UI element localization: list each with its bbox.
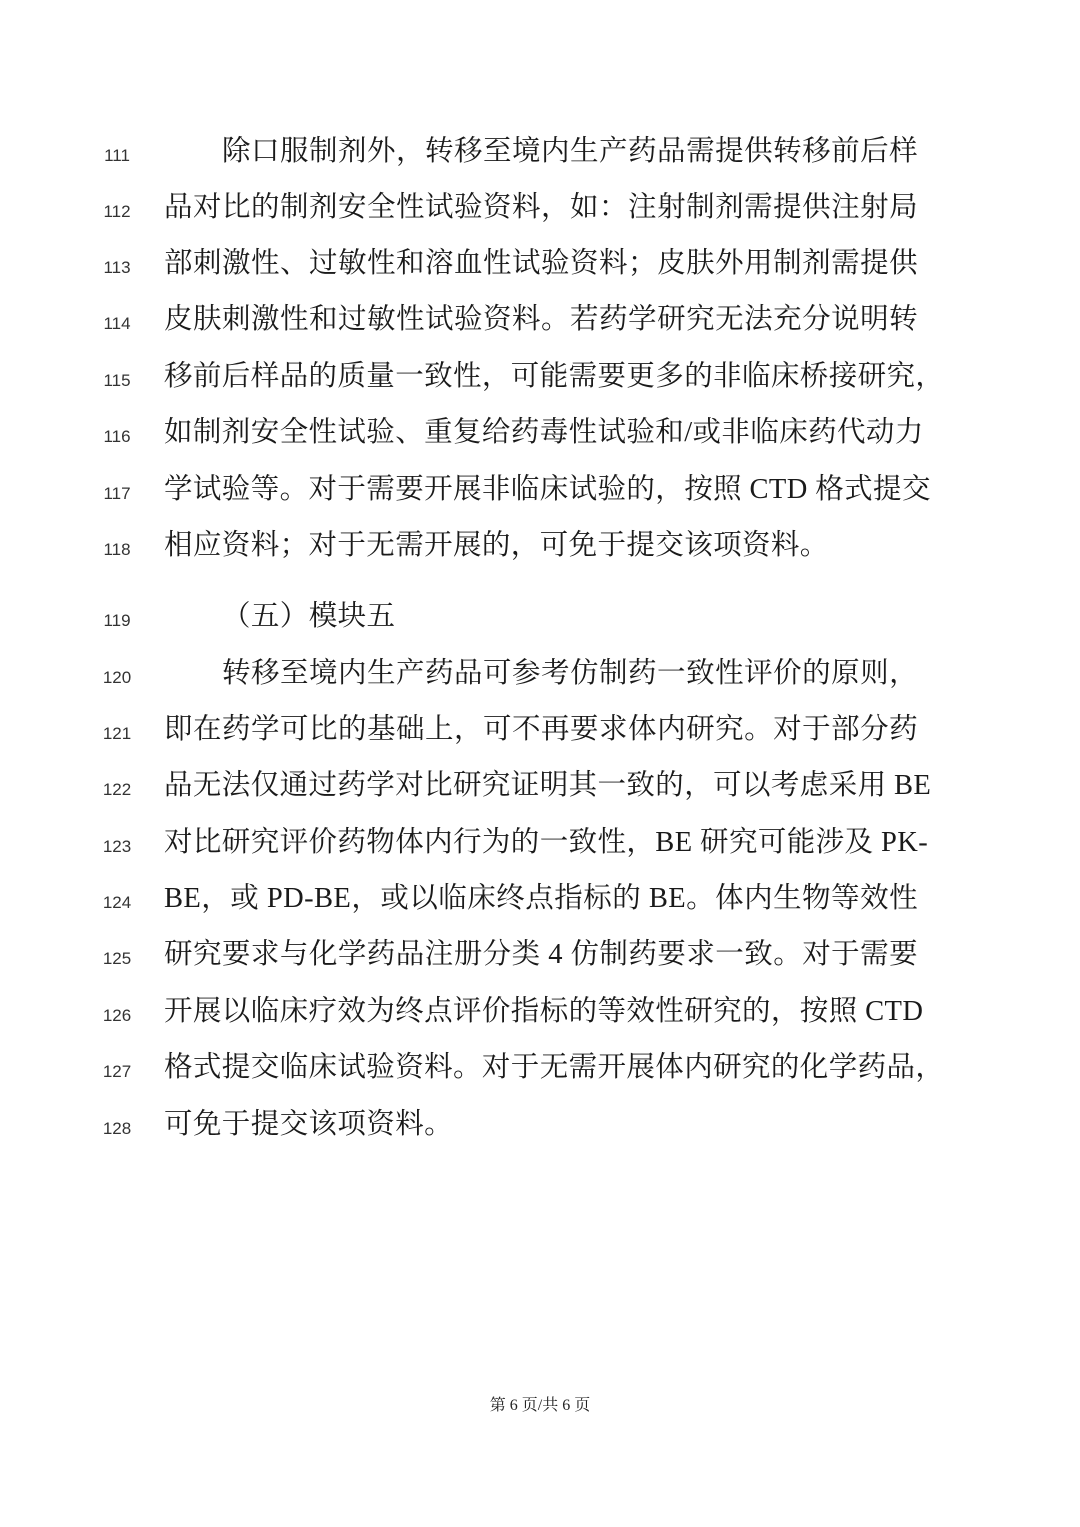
document-line xyxy=(0,654,1080,694)
page-footer: 第 6 页/共 6 页 xyxy=(489,1397,591,1414)
line-number: 121 xyxy=(102,724,132,743)
line-number: 126 xyxy=(102,1006,132,1025)
line-text: 皮肤刺激性和过敏性试验资料。若药学研究无法充分说明转 xyxy=(164,304,918,335)
line-text: 移前后样品的质量一致性，可能需要更多的非临床桥接研究， xyxy=(164,361,945,392)
document-line xyxy=(0,766,1080,806)
line-text: 学试验等。对于需要开展非临床试验的，按照 CTD 格式提交 xyxy=(164,474,931,505)
document-line xyxy=(0,935,1080,975)
line-number: 119 xyxy=(103,611,131,630)
line-number: 118 xyxy=(103,540,131,559)
line-text: 品无法仅通过药学对比研究证明其一致的，可以考虑采用 BE xyxy=(164,770,932,801)
document-line xyxy=(0,823,1080,863)
line-number: 125 xyxy=(102,949,132,968)
line-text: 即在药学可比的基础上，可不再要求体内研究。对于部分药 xyxy=(164,714,918,745)
document-line xyxy=(0,300,1080,340)
line-number: 113 xyxy=(103,258,131,277)
document-line xyxy=(0,992,1080,1032)
document-line xyxy=(0,413,1080,453)
line-text: 开展以临床疗效为终点评价指标的等效性研究的，按照 CTD xyxy=(164,996,924,1027)
line-number: 116 xyxy=(103,427,131,446)
line-number: 123 xyxy=(102,837,132,856)
document-line xyxy=(0,1105,1080,1145)
document-line xyxy=(0,188,1080,228)
line-text: 除口服制剂外，转移至境内生产药品需提供转移前后样 xyxy=(222,136,918,167)
section-heading: （五）模块五 xyxy=(222,601,396,632)
line-number: 115 xyxy=(103,371,131,390)
line-number: 128 xyxy=(102,1119,132,1138)
section-heading-line xyxy=(0,597,1080,637)
line-number: 124 xyxy=(102,893,132,912)
line-text: 如制剂安全性试验、重复给药毒性试验和/或非临床药代动力 xyxy=(164,417,924,448)
document-line xyxy=(0,879,1080,919)
document-line xyxy=(0,710,1080,750)
line-text: 部刺激性、过敏性和溶血性试验资料；皮肤外用制剂需提供 xyxy=(164,248,918,279)
document-line xyxy=(0,470,1080,510)
line-text: 品对比的制剂安全性试验资料，如：注射制剂需提供注射局 xyxy=(164,192,918,223)
line-text: BE，或 PD-BE，或以临床终点指标的 BE。体内生物等效性 xyxy=(164,883,918,914)
line-number: 111 xyxy=(104,146,130,165)
line-text: 相应资料；对于无需开展的，可免于提交该项资料。 xyxy=(164,530,829,561)
line-number: 114 xyxy=(103,314,131,333)
line-text: 转移至境内生产药品可参考仿制药一致性评价的原则， xyxy=(222,658,918,689)
line-number: 120 xyxy=(102,668,132,687)
line-text: 研究要求与化学药品注册分类 4 仿制药要求一致。对于需要 xyxy=(164,939,918,970)
document-line xyxy=(0,244,1080,284)
document-line xyxy=(0,132,1080,172)
line-text: 可免于提交该项资料。 xyxy=(164,1109,454,1140)
line-number: 127 xyxy=(102,1062,132,1081)
document-line xyxy=(0,526,1080,566)
line-number: 112 xyxy=(103,202,131,221)
document-line xyxy=(0,357,1080,397)
document-line xyxy=(0,1048,1080,1088)
line-number: 117 xyxy=(103,484,131,503)
line-text: 格式提交临床试验资料。对于无需开展体内研究的化学药品， xyxy=(164,1052,945,1083)
line-number: 122 xyxy=(102,780,132,799)
line-text: 对比研究评价药物体内行为的一致性，BE 研究可能涉及 PK- xyxy=(164,827,929,858)
